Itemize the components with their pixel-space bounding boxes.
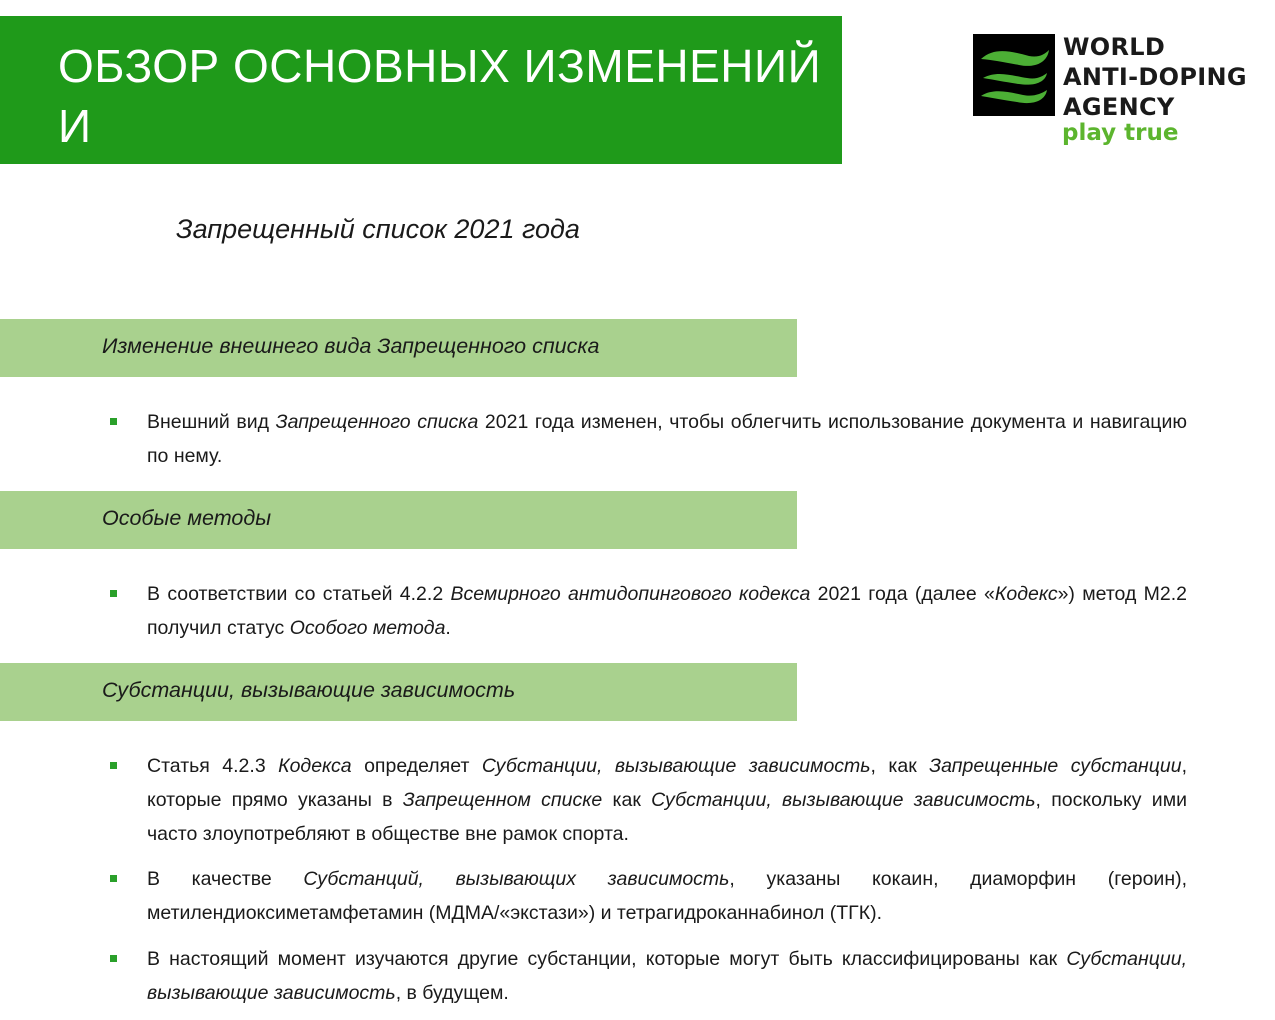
bullet-text: В соответствии со статьей 4.2.2 Всемирного антидопингового кодекса 2021 года (далее «Кодекс») метод М2.2 получил статус Особого метода. (147, 583, 1187, 639)
section-title: Изменение внешнего вида Запрещенного списка (102, 334, 600, 358)
bullet-square-icon (110, 955, 117, 962)
wada-logo-wordmark (1063, 32, 1247, 122)
list-item (110, 942, 1187, 1010)
bullet-square-icon (110, 418, 117, 425)
list-item (110, 862, 1187, 930)
section-header-appearance (0, 319, 797, 377)
list-item (110, 749, 1187, 851)
bullet-text: Внешний вид Запрещенного списка 2021 года изменен, чтобы облегчить использование документа и навигацию по нему. (147, 411, 1187, 467)
section-header-special-methods (0, 491, 797, 549)
list-item (110, 577, 1187, 645)
logo-line-anti-doping: ANTI-DOPING (1063, 63, 1247, 91)
logo-tagline: play true (1062, 120, 1179, 146)
section-header-substances-of-abuse (0, 663, 797, 721)
section-title: Субстанции, вызывающие зависимость (102, 678, 516, 702)
bullet-square-icon (110, 762, 117, 769)
section-title: Особые методы (102, 506, 272, 530)
page-title-line-1: ОБЗОР ОСНОВНЫХ ИЗМЕНЕНИЙ И (58, 40, 822, 152)
logo-line-world: WORLD (1063, 33, 1166, 61)
bullet-text: В качестве Субстанций, вызывающих зависимость, указаны кокаин, диаморфин (героин), метилендиоксиметамфетамин (МДМА/«экстази») и тетрагидроканнабинол (ТГК). (147, 868, 1187, 924)
logo-line-agency: AGENCY (1063, 93, 1175, 121)
wada-logo-icon (973, 34, 1055, 116)
bullet-square-icon (110, 590, 117, 597)
page-title-line-2: ПОЯСНИТЕЛЬНАЯ ЗАПИСКА (58, 160, 713, 212)
bullet-text: Статья 4.2.3 Кодекса определяет Субстанции, вызывающие зависимость, как Запрещенные субстанции, которые прямо указаны в Запрещенном списке как Субстанции, вызывающие зависимость, поскольку ими часто злоупотребляют в обществе вне рамок спорта. (147, 755, 1187, 845)
header-banner (0, 16, 842, 212)
list-item (110, 405, 1187, 473)
page-title (58, 36, 842, 216)
wada-logo (973, 32, 1263, 152)
bullet-square-icon (110, 875, 117, 882)
document-subtitle: Запрещенный список 2021 года (176, 214, 580, 244)
bullet-text: В настоящий момент изучаются другие субстанции, которые могут быть классифицированы как Субстанции, вызывающие зависимость, в будущем. (147, 948, 1187, 1004)
